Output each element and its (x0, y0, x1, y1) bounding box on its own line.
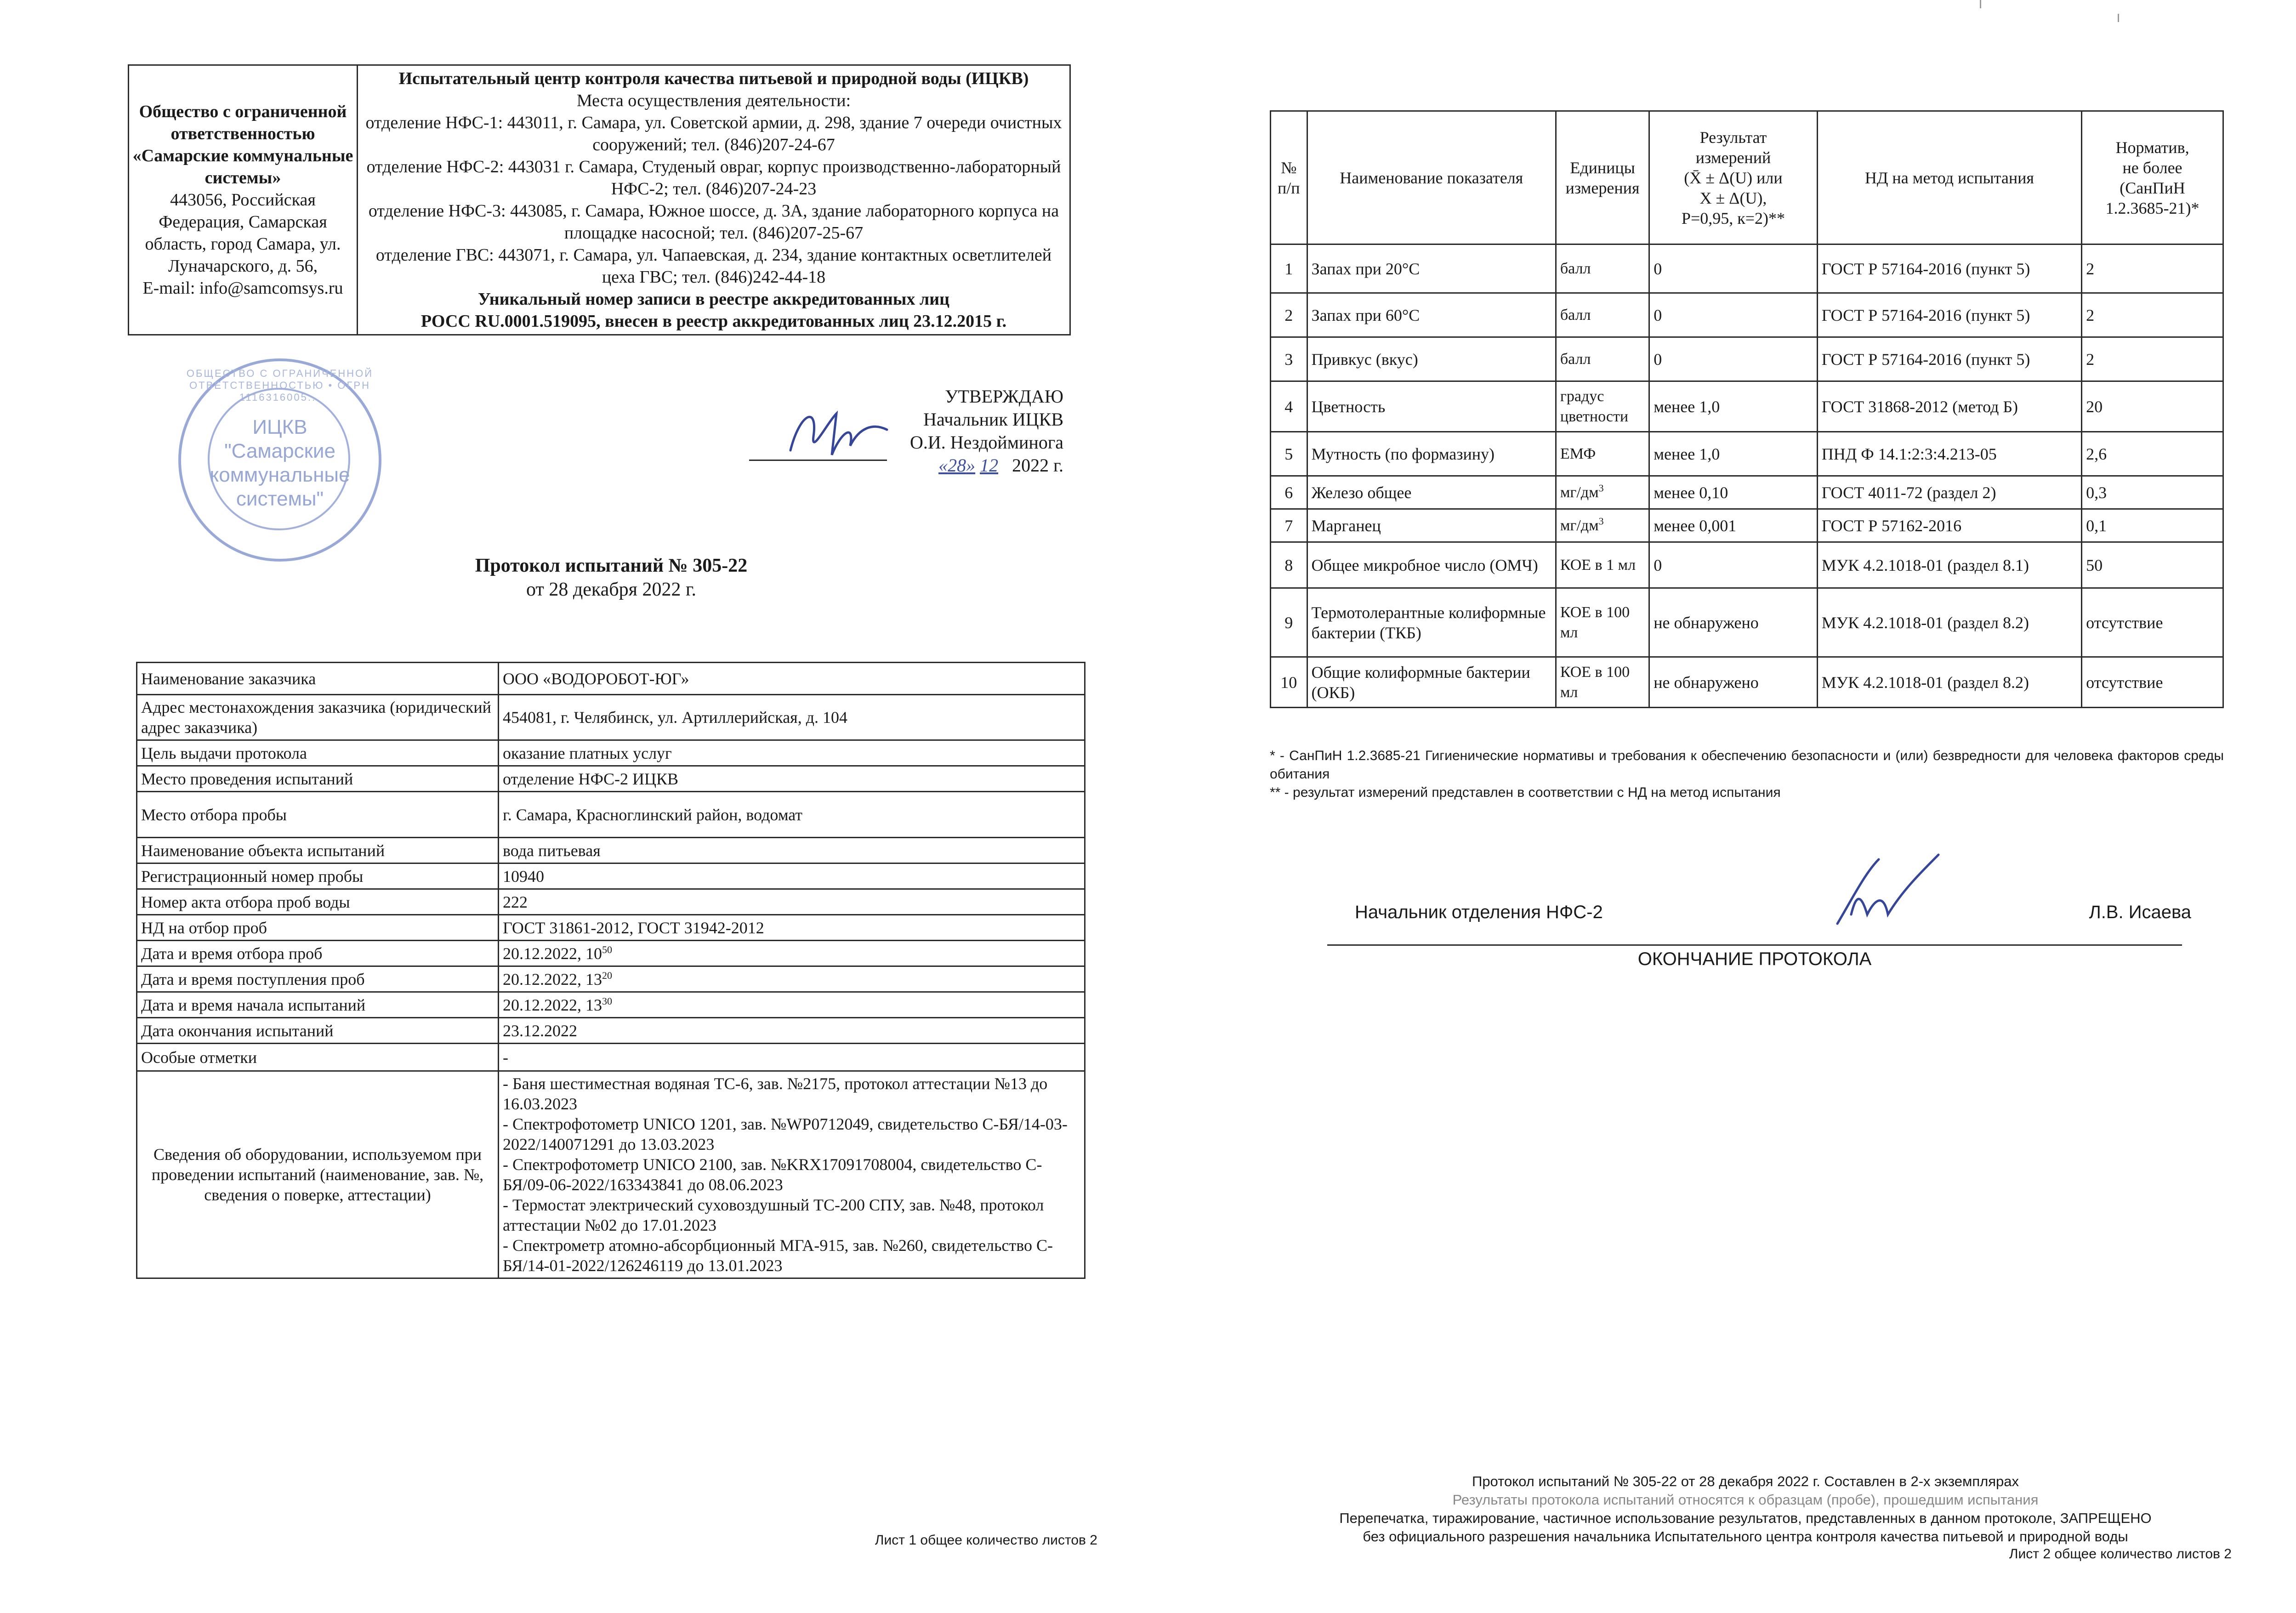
result-unit-text: КОЕ в 100 мл (1560, 603, 1630, 641)
result-norm-text: 2 (2086, 350, 2095, 369)
approval-date-close-quote: » (966, 455, 976, 476)
seal-line-3: коммунальные (210, 464, 350, 486)
result-norm-text: 0,1 (2086, 516, 2107, 535)
approval-date-month: 12 (980, 455, 999, 476)
result-num (1271, 337, 1307, 381)
organization-header-table (128, 64, 1071, 335)
result-value (1649, 542, 1817, 588)
result-num (1271, 432, 1307, 476)
info-key: Дата и время отбора проб (137, 941, 499, 966)
approval-signature-line (749, 460, 887, 461)
result-value-text: 0 (1654, 259, 1662, 278)
result-num (1271, 657, 1307, 708)
result-value-text: 0 (1654, 556, 1662, 574)
result-unit (1556, 381, 1649, 432)
result-num-text: 7 (1284, 516, 1293, 535)
approval-date-open-quote: « (938, 455, 948, 476)
organization-name-line-2: «Самарские коммунальные системы» (132, 146, 353, 187)
col-header-num: № п/п (1271, 111, 1307, 244)
result-method-text: ГОСТ 31868-2012 (метод Б) (1821, 397, 2018, 416)
info-value-text: 20.12.2022, 10 (503, 944, 602, 963)
result-unit-text: балл (1560, 306, 1591, 324)
result-header-line: P=0,95, к=2)** (1681, 209, 1785, 227)
result-method (1817, 337, 2081, 381)
result-method (1817, 588, 2081, 657)
info-value (499, 863, 1085, 889)
result-value-text: менее 1,0 (1654, 397, 1720, 416)
result-norm (2082, 476, 2223, 509)
result-norm-text: 2,6 (2086, 444, 2107, 463)
result-value (1649, 657, 1817, 708)
result-norm (2082, 337, 2223, 381)
organization-address: 443056, Российская Федерация, Самарская область, город Самара, ул. Луначарского, д. 56, (145, 190, 341, 276)
result-num-text: 5 (1284, 444, 1293, 463)
result-header-line: (X̄ ± Δ(U) или (1684, 168, 1783, 187)
info-value-text: вода питьевая (503, 841, 601, 860)
organization-info-cell (129, 65, 358, 335)
result-method (1817, 293, 2081, 337)
result-method-text: ПНД Ф 14.1:2:3:4.213-05 (1821, 444, 1997, 463)
result-value-text: 0 (1654, 306, 1662, 324)
info-value-text: ООО «ВОДОРОБОТ-ЮГ» (503, 669, 689, 688)
approval-block (910, 385, 1063, 477)
info-value-text: 222 (503, 892, 528, 911)
result-method (1817, 432, 2081, 476)
seal-center-text (181, 415, 379, 511)
info-value (499, 941, 1085, 966)
result-value (1649, 432, 1817, 476)
note-sanpin: * - СанПиН 1.2.3685-21 Гигиенические нормативы и требования к обеспечению безопасности и (или) безвредности для человека факторов среды обитания (1270, 748, 2224, 782)
result-value (1649, 244, 1817, 293)
info-value (499, 695, 1085, 740)
result-method-text: МУК 4.2.1018-01 (раздел 8.2) (1821, 673, 2029, 692)
equipment-row (137, 1071, 1085, 1278)
info-key: Дата и время начала испытаний (137, 992, 499, 1018)
result-value (1649, 293, 1817, 337)
result-row (1271, 657, 2223, 708)
result-row (1271, 542, 2223, 588)
result-indicator-text: Общие колиформные бактерии (ОКБ) (1311, 663, 1530, 702)
result-unit-text: балл (1560, 350, 1591, 368)
test-results-body (1271, 244, 2223, 708)
result-unit (1556, 588, 1649, 657)
result-unit-text: КОЕ в 100 мл (1560, 663, 1630, 701)
result-value (1649, 509, 1817, 542)
info-row (137, 663, 1085, 695)
testing-center-info-cell (358, 65, 1070, 335)
unit-exponent: 3 (1598, 515, 1604, 527)
result-unit (1556, 509, 1649, 542)
info-key: Место отбора пробы (137, 792, 499, 838)
result-unit-text: ЕМФ (1560, 445, 1596, 462)
approval-name: О.И. Нездойминога (909, 432, 1063, 453)
result-row (1271, 432, 2223, 476)
result-norm (2082, 657, 2223, 708)
info-key: Дата и время поступления проб (137, 966, 499, 992)
result-indicator (1307, 244, 1556, 293)
result-indicator (1307, 293, 1556, 337)
result-norm-text: 2 (2086, 259, 2095, 278)
result-unit (1556, 542, 1649, 588)
info-key: Наименование объекта испытаний (137, 838, 499, 863)
protocol-title-block (0, 554, 1222, 602)
col-header-method: НД на метод испытания (1817, 111, 2081, 244)
place-nfs-1: отделение НФС-1: 443011, г. Самара, ул. Советской армии, д. 298, здание 7 очереди очистных сооружений; тел. (846)207-24-67 (365, 113, 1062, 154)
info-value-text: 454081, г. Челябинск, ул. Артиллерийская, д. 104 (503, 708, 848, 727)
result-unit (1556, 657, 1649, 708)
result-value (1649, 381, 1817, 432)
info-row (137, 766, 1085, 792)
approval-date-day: 28 (948, 455, 966, 476)
info-key: Место проведения испытаний (137, 766, 499, 792)
info-value-text: ГОСТ 31861-2012, ГОСТ 31942-2012 (503, 918, 764, 937)
info-value (499, 992, 1085, 1018)
equipment-list (499, 1071, 1085, 1278)
result-row (1271, 476, 2223, 509)
info-key: Номер акта отбора проб воды (137, 889, 499, 915)
footer-line-1: Протокол испытаний № 305-22 от 28 декабря 2022 г. Составлен в 2-х экземплярах (1472, 1473, 2019, 1489)
result-row (1271, 588, 2223, 657)
result-unit-text: балл (1560, 260, 1591, 277)
result-unit-text: КОЕ в 1 мл (1560, 556, 1636, 574)
result-num (1271, 293, 1307, 337)
info-row (137, 1018, 1085, 1044)
info-key: Адрес местонахождения заказчика (юридический адрес заказчика) (137, 695, 499, 740)
info-value (499, 889, 1085, 915)
norm-header-line: Норматив, (2115, 138, 2189, 157)
info-row (137, 695, 1085, 740)
info-row (137, 915, 1085, 941)
result-row (1271, 509, 2223, 542)
result-num-text: 2 (1284, 306, 1293, 324)
approval-title: УТВЕРЖДАЮ (945, 386, 1063, 407)
result-indicator (1307, 509, 1556, 542)
col-header-result (1649, 111, 1817, 244)
result-method-text: ГОСТ Р 57162-2016 (1821, 516, 1962, 535)
seal-line-1: ИЦКВ (252, 416, 307, 438)
info-value (499, 1044, 1085, 1071)
info-row (137, 889, 1085, 915)
info-value-minutes: 50 (602, 943, 612, 955)
result-num (1271, 588, 1307, 657)
footer-line-4: без официального разрешения начальника Испытательного центра контроля качества питьевой и природной воды (1363, 1528, 2128, 1545)
result-header-line: Результат (1699, 128, 1767, 147)
info-key: Цель выдачи протокола (137, 740, 499, 766)
scan-mark (1980, 0, 1981, 8)
equipment-item: - Баня шестиместная водяная ТС-6, зав. №2175, протокол аттестации №13 до 16.03.2023 (503, 1074, 1048, 1113)
result-unit (1556, 244, 1649, 293)
equipment-key: Сведения об оборудовании, используемом при проведении испытаний (наименование, зав. №, сведения о поверке, аттестации) (137, 1071, 499, 1278)
col-header-norm (2082, 111, 2223, 244)
protocol-page-2 (1148, 0, 2296, 1613)
info-value-text: 20.12.2022, 13 (503, 995, 602, 1014)
result-norm-text: 20 (2086, 397, 2103, 416)
result-method (1817, 509, 2081, 542)
result-num-text: 6 (1284, 483, 1293, 502)
seal-line-2: "Самарские (224, 440, 335, 462)
result-norm-text: 0,3 (2086, 483, 2107, 502)
places-title: Места осуществления деятельности: (576, 91, 851, 110)
protocol-date: от 28 декабря 2022 г. (526, 579, 696, 600)
result-norm-text: 2 (2086, 306, 2095, 324)
result-row (1271, 337, 2223, 381)
col-header-name: Наименование показателя (1307, 111, 1556, 244)
info-row (137, 740, 1085, 766)
result-method-text: ГОСТ Р 57164-2016 (пункт 5) (1821, 306, 2030, 324)
info-key: Особые отметки (137, 1044, 499, 1071)
result-method (1817, 476, 2081, 509)
organization-email: E-mail: info@samcomsys.ru (142, 278, 343, 298)
result-num-text: 3 (1284, 350, 1293, 369)
end-of-protocol: ОКОНЧАНИЕ ПРОТОКОЛА (1637, 949, 1872, 969)
place-nfs-3: отделение НФС-3: 443085, г. Самара, Южное шоссе, д. 3А, здание лабораторного корпуса на площадке насосной; тел. (846)207-25-67 (368, 201, 1059, 243)
end-divider (1327, 944, 2182, 946)
result-indicator (1307, 432, 1556, 476)
result-indicator-text: Марганец (1311, 516, 1381, 535)
info-value (499, 663, 1085, 695)
info-key: Регистрационный номер пробы (137, 863, 499, 889)
info-row (137, 966, 1085, 992)
result-num-text: 1 (1284, 259, 1293, 278)
result-indicator (1307, 337, 1556, 381)
result-row (1271, 244, 2223, 293)
result-value (1649, 588, 1817, 657)
result-norm (2082, 432, 2223, 476)
page-1-sheet-counter: Лист 1 общее количество листов 2 (875, 1533, 1097, 1548)
accreditation-number: РОСС RU.0001.519095, внесен в реестр аккредитованных лиц 23.12.2015 г. (421, 312, 1007, 331)
info-value-text: 20.12.2022, 13 (503, 970, 602, 988)
result-indicator-text: Цветность (1311, 397, 1386, 416)
result-indicator-text: Мутность (по формазину) (1311, 444, 1495, 463)
info-row (137, 838, 1085, 863)
chief-signature (1824, 846, 1943, 937)
info-value-text: оказание платных услуг (503, 744, 672, 762)
norm-header-line: (СанПиН (2120, 178, 2185, 197)
equipment-item: - Термостат электрический суховоздушный ТС-200 СПУ, зав. №48, протокол аттестации №02 до 17.01.2023 (503, 1196, 1044, 1234)
equipment-item: - Спектрометр атомно-абсорбционный МГА-915, зав. №260, свидетельство С-БЯ/14-01-2022/126246119 до 13.01.2023 (503, 1236, 1053, 1275)
info-row (137, 1044, 1085, 1071)
result-method-text: ГОСТ Р 57164-2016 (пункт 5) (1821, 350, 2030, 369)
result-norm-text: отсутствие (2086, 673, 2163, 692)
result-indicator (1307, 476, 1556, 509)
seal-line-4: системы" (236, 488, 324, 510)
info-key: НД на отбор проб (137, 915, 499, 941)
info-key: Наименование заказчика (137, 663, 499, 695)
result-value (1649, 476, 1817, 509)
result-unit (1556, 293, 1649, 337)
protocol-footer (1286, 1472, 2205, 1546)
protocol-title: Протокол испытаний № 305-22 (475, 555, 748, 576)
result-method (1817, 542, 2081, 588)
result-num-text: 9 (1284, 613, 1293, 632)
place-gvs: отделение ГВС: 443071, г. Самара, ул. Чапаевская, д. 234, здание контактных осветлителей цеха ГВС; тел. (846)242-44-18 (375, 245, 1052, 287)
info-value-text: - (503, 1048, 508, 1067)
organization-name-line-1: Общество с ограниченной ответственностью (139, 102, 347, 143)
info-value (499, 792, 1085, 838)
result-num (1271, 542, 1307, 588)
result-norm (2082, 244, 2223, 293)
norm-header-line: не более (2122, 158, 2182, 177)
info-value (499, 966, 1085, 992)
result-header-line: X ± Δ(U), (1699, 188, 1767, 207)
info-value-text: г. Самара, Красноглинский район, водомат (503, 805, 803, 824)
accreditation-title: Уникальный номер записи в реестре аккредитованных лиц (477, 290, 950, 309)
info-value-minutes: 30 (602, 995, 612, 1007)
result-method (1817, 381, 2081, 432)
approval-date (910, 454, 1063, 477)
result-indicator-text: Термотолерантные колиформные бактерии (ТКБ) (1311, 603, 1546, 642)
result-unit (1556, 476, 1649, 509)
result-method-text: МУК 4.2.1018-01 (раздел 8.1) (1821, 556, 2029, 574)
info-row (137, 792, 1085, 838)
scan-mark (2118, 14, 2119, 22)
info-row (137, 941, 1085, 966)
chief-name: Л.В. Исаева (2089, 902, 2191, 922)
result-indicator-text: Железо общее (1311, 483, 1412, 502)
result-method (1817, 657, 2081, 708)
result-value-text: не обнаружено (1654, 673, 1759, 692)
place-nfs-2: отделение НФС-2: 443031 г. Самара, Студеный овраг, корпус производственно-лабораторный НФС-2; тел. (846)207-24-23 (366, 157, 1061, 199)
info-value-text: отделение НФС-2 ИЦКВ (503, 769, 678, 788)
result-num (1271, 509, 1307, 542)
result-method (1817, 244, 2081, 293)
info-row (137, 992, 1085, 1018)
result-norm (2082, 542, 2223, 588)
result-header-line: измерений (1695, 148, 1771, 167)
table-notes (1270, 747, 2224, 802)
result-method-text: МУК 4.2.1018-01 (раздел 8.2) (1821, 613, 2029, 632)
result-norm (2082, 381, 2223, 432)
result-unit (1556, 337, 1649, 381)
result-unit-text: мг/дм (1560, 517, 1599, 534)
result-value-text: менее 0,001 (1654, 516, 1737, 535)
page-2-sheet-counter: Лист 2 общее количество листов 2 (2009, 1546, 2232, 1562)
norm-header-line: 1.2.3685-21)* (2105, 199, 2199, 217)
info-key: Дата окончания испытаний (137, 1018, 499, 1044)
note-measurement: ** - результат измерений представлен в соответствии с НД на метод испытания (1270, 785, 1781, 800)
result-num-text: 8 (1284, 556, 1293, 574)
result-row (1271, 381, 2223, 432)
result-indicator-text: Привкус (вкус) (1311, 350, 1418, 369)
approval-date-year: 2022 г. (1012, 455, 1063, 476)
col-header-unit: Единицы измерения (1556, 111, 1649, 244)
result-norm (2082, 509, 2223, 542)
result-unit-text: градус цветности (1560, 387, 1629, 425)
result-indicator (1307, 381, 1556, 432)
result-num (1271, 244, 1307, 293)
result-indicator (1307, 588, 1556, 657)
result-indicator-text: Общее микробное число (ОМЧ) (1311, 556, 1538, 574)
organization-seal (178, 358, 381, 562)
testing-center-title: Испытательный центр контроля качества питьевой и природной воды (ИЦКВ) (398, 69, 1029, 88)
result-value-text: менее 0,10 (1654, 483, 1728, 502)
approval-position: Начальник ИЦКВ (923, 409, 1063, 430)
result-num-text: 10 (1280, 673, 1297, 692)
seal-ring-text: ОБЩЕСТВО С ОГРАНИЧЕННОЙ ОТВЕТСТВЕННОСТЬЮ • ОГРН 1116316005... (186, 368, 374, 403)
chief-title: Начальник отделения НФС-2 (1355, 902, 1603, 922)
result-unit-text: мг/дм (1560, 483, 1599, 501)
result-value-text: не обнаружено (1654, 613, 1759, 632)
result-value-text: 0 (1654, 350, 1662, 369)
result-norm-text: отсутствие (2086, 613, 2163, 632)
sample-info-body (137, 663, 1085, 1278)
equipment-item: - Спектрофотометр UNICO 1201, зав. №WP0712049, свидетельство С-БЯ/14-03-2022/140071291 до 13.03.2023 (503, 1115, 1068, 1153)
info-value-minutes: 20 (602, 969, 612, 981)
unit-exponent: 3 (1598, 482, 1604, 494)
result-norm-text: 50 (2086, 556, 2103, 574)
result-num-text: 4 (1284, 397, 1293, 416)
result-row (1271, 293, 2223, 337)
info-row (137, 863, 1085, 889)
result-indicator (1307, 542, 1556, 588)
result-value (1649, 337, 1817, 381)
info-value (499, 740, 1085, 766)
approval-signature (781, 395, 892, 469)
info-value (499, 1018, 1085, 1044)
sample-info-table (136, 662, 1085, 1279)
info-value (499, 915, 1085, 941)
test-results-table (1270, 110, 2224, 708)
result-value-text: менее 1,0 (1654, 444, 1720, 463)
result-num (1271, 381, 1307, 432)
info-value (499, 838, 1085, 863)
result-method-text: ГОСТ Р 57164-2016 (пункт 5) (1821, 259, 2030, 278)
info-value-text: 23.12.2022 (503, 1021, 577, 1040)
footer-line-2: Результаты протокола испытаний относятся к образцам (пробе), прошедшим испытания (1452, 1492, 2039, 1508)
result-norm (2082, 293, 2223, 337)
result-method-text: ГОСТ 4011-72 (раздел 2) (1821, 483, 1996, 502)
result-norm (2082, 588, 2223, 657)
result-indicator-text: Запах при 20°С (1311, 259, 1420, 278)
info-value-text: 10940 (503, 867, 544, 886)
result-num (1271, 476, 1307, 509)
result-indicator-text: Запах при 60°С (1311, 306, 1420, 324)
result-unit (1556, 432, 1649, 476)
result-indicator (1307, 657, 1556, 708)
footer-line-3: Перепечатка, тиражирование, частичное использование результатов, представленных в данном протоколе, ЗАПРЕЩЕНО (1339, 1510, 2152, 1526)
equipment-item: - Спектрофотометр UNICO 2100, зав. №KRX17091708004, свидетельство С-БЯ/09-06-2022/163343841 до 08.06.2023 (503, 1155, 1042, 1194)
info-value (499, 766, 1085, 792)
